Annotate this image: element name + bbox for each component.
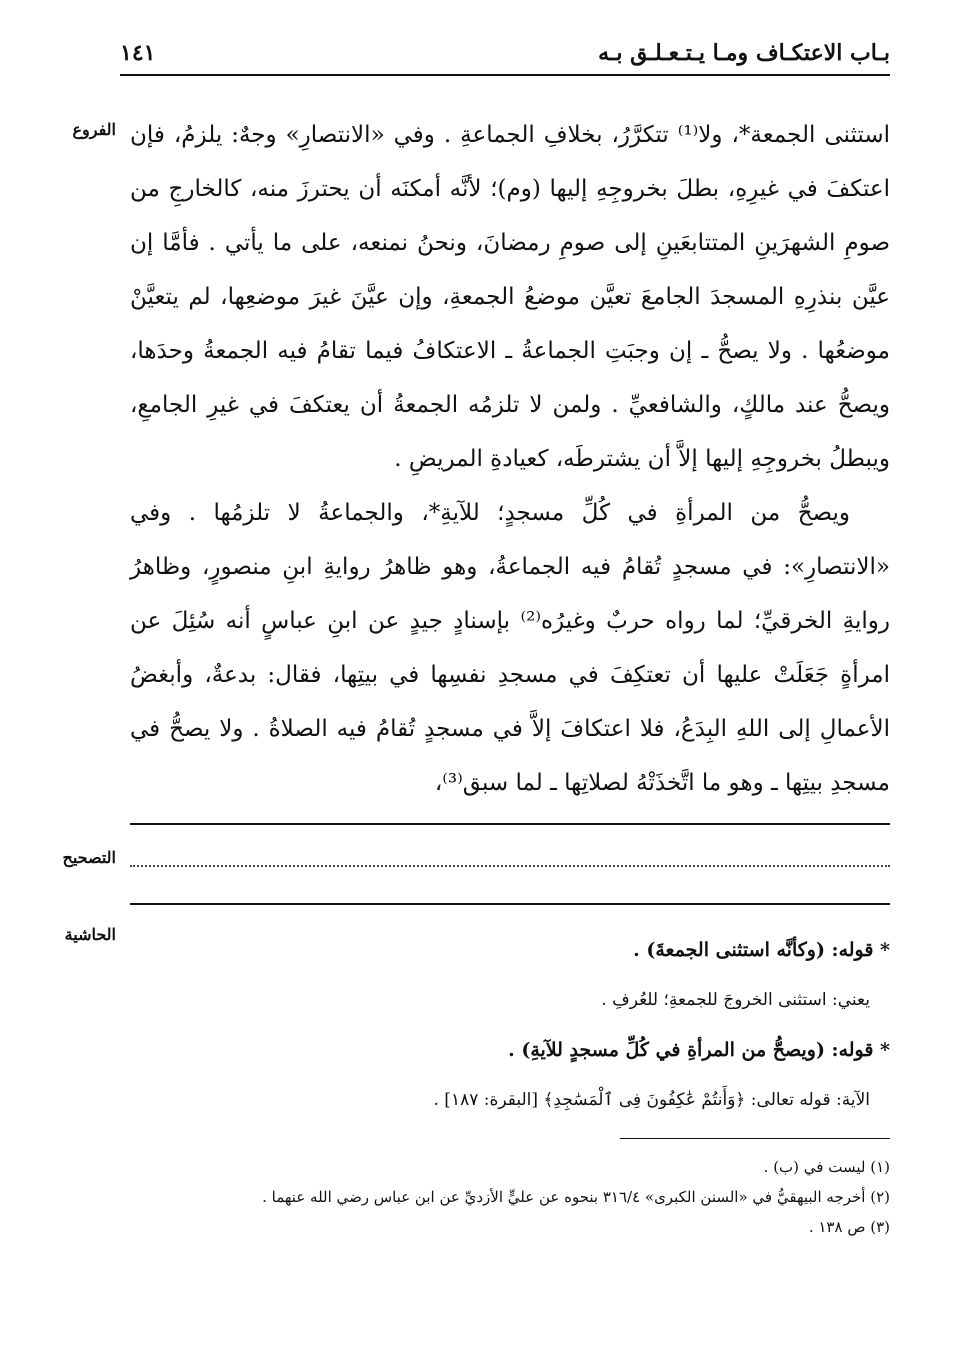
footnotes [130,1152,890,1242]
side-label-tashih: التصحيح [62,848,116,867]
chapter-title: بـاب الاعتكـاف ومـا يـتـعـلـق بـه [598,40,890,66]
page-header [120,40,890,70]
hashiya-section [130,925,890,1125]
divider-before-hashiya [130,903,890,905]
footnote-2: (٢) أخرجه البيهقيُّ في «السنن الكبرى» ٣١٦/٤ بنحوه عن عليٍّ الأزديِّ عن ابن عباس رضي الله عنهما . [262,1188,890,1206]
hashiya-explanation-2: الآية: قوله تعالى: ﴿وَأَنتُمْ عَٰكِفُونَ فِى ٱلْمَسَٰجِدِ﴾ [البقرة: ١٨٧] . [433,1090,870,1110]
hashiya-quote-2: * قوله: (ويصحُّ من المرأةِ في كُلِّ مسجدٍ للآيةِ) . [508,1039,890,1061]
footnote-3: (٣) ص ١٣٨ . [808,1218,890,1236]
tashih-dotted-line [130,865,890,867]
main-text [130,108,890,810]
page-number: ١٤١ [120,40,156,66]
side-label-furu: الفروع [72,120,116,139]
footnote-rule [620,1138,890,1139]
header-rule [120,74,890,76]
hashiya-explanation-1: يعني: استثنى الخروجَ للجمعةِ؛ للعُرفِ . [601,990,870,1010]
divider-after-body [130,823,890,825]
body-paragraph-1: استثنى الجمعة*، ولا⁽¹⁾ تتكرَّرُ، بخلافِ الجماعةِ . وفي «الانتصارِ» وجهٌ: يلزمُ، فإن اعتكفَ في غيرِهِ، بطلَ بخروجِهِ إليها (وم)؛ لأنَّه أمكنَه أن يحترزَ منه، كالخارجِ من صومِ الشهرَينِ المتتابعَينِ إلى صومِ رمضانَ، ونحنُ نمنعه، على ما يأتي . فأمَّا إن عيَّن بنذرِهِ المسجدَ الجامعَ تعيَّن موضعُ الجمعةِ، وإن عيَّنَ غيرَ موضعِها، لم يتعيَّنْ موضعُها . ولا يصحُّ ـ إن وجبَتِ الجماعةُ ـ الاعتكافُ فيما تقامُ فيه الجمعةُ وحدَها، ويصحُّ عند مالكٍ، والشافعيِّ . ولمن لا تلزمُه الجمعةُ أن يعتكفَ في غيرِ الجامعِ، ويبطلُ بخروجِهِ إليها إلاَّ أن يشترطَه، كعيادةِ المريضِ . [130,122,891,472]
body-paragraph-2: ويصحُّ من المرأةِ في كُلِّ مسجدٍ؛ للآيةِ*، والجماعةُ لا تلزمُها . وفي «الانتصارِ»: في مسجدٍ تُقامُ فيه الجماعةُ، وهو ظاهرُ روايةِ ابنِ منصورٍ، وظاهرُ روايةِ الخرقيِّ؛ لما رواه حربٌ وغيرُه⁽²⁾ بإسنادٍ جيدٍ عن ابنِ عباسٍ أنه سُئِلَ عن امرأةٍ جَعَلَتْ عليها أن تعتكِفَ في مسجدِ نفسِها في بيتِها، فقال: بدعةٌ، وأبغضُ الأعمالِ إلى اللهِ البِدَعُ، فلا اعتكافَ إلاَّ في مسجدٍ تُقامُ فيه الصلاةُ . ولا يصحُّ في مسجدِ بيتِها ـ وهو ما اتَّخذَتْهُ لصلاتِها ـ لما سبق⁽³⁾، [130,500,890,796]
side-label-hashiya: الحاشية [64,925,116,944]
footnote-1: (١) ليست في (ب) . [763,1158,890,1176]
hashiya-quote-1: * قوله: (وكأنَّه استثنى الجمعةَ) . [633,939,890,961]
